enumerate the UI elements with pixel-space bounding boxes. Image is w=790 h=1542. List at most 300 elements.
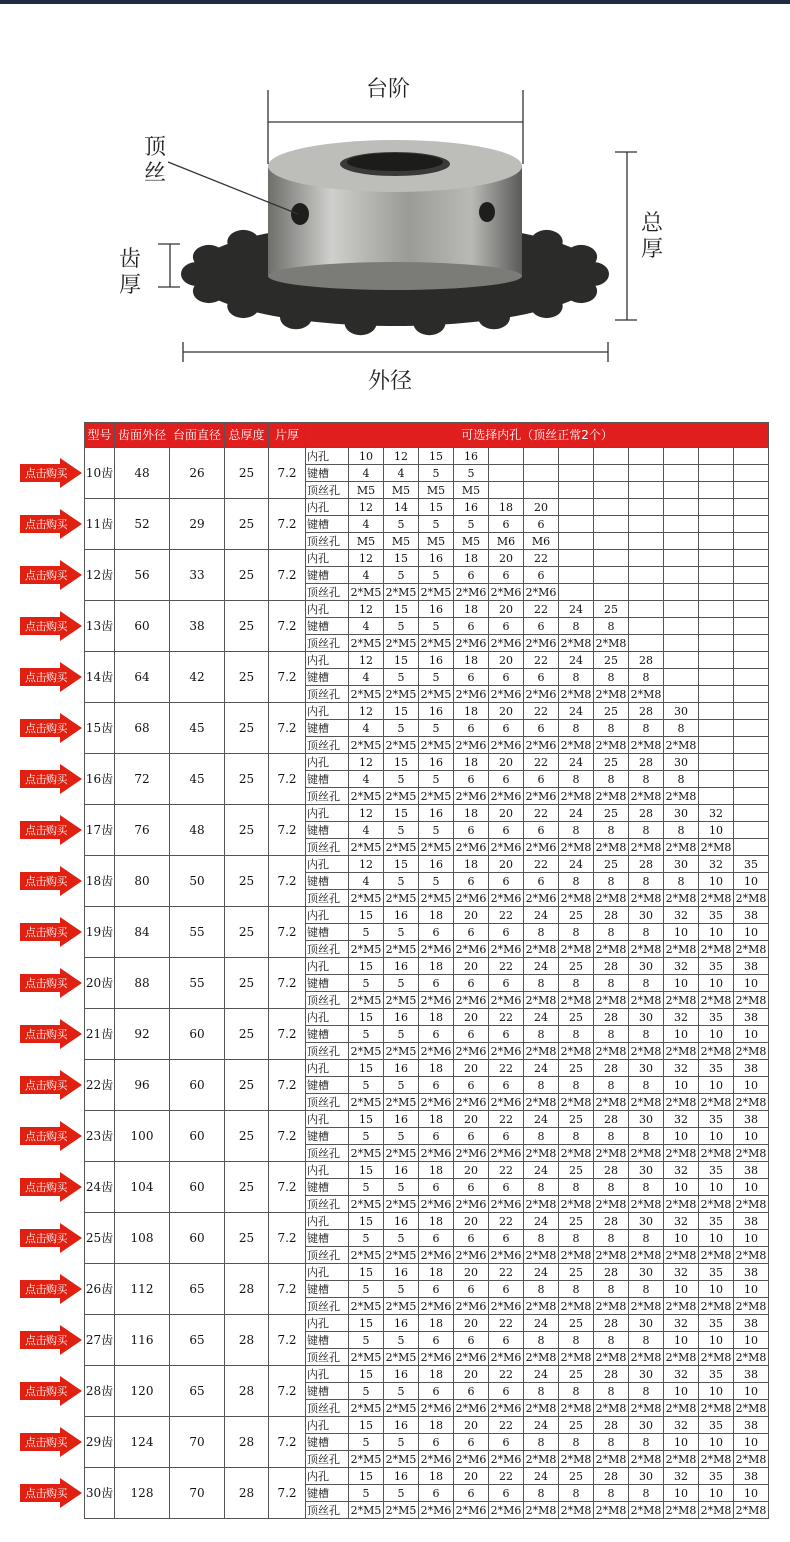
- screw-value-cell: 2*M8: [699, 839, 734, 856]
- bore-value-cell: 22: [524, 601, 559, 618]
- key-value-cell: 6: [524, 873, 559, 890]
- key-value-cell: 8: [629, 771, 664, 788]
- screw-value-cell: 2*M8: [594, 686, 629, 703]
- screw-value-cell: 2*M6: [419, 1094, 454, 1111]
- screw-value-cell: [664, 584, 699, 601]
- bore-value-cell: 15: [349, 1009, 384, 1026]
- key-value-cell: [629, 516, 664, 533]
- tip-diameter-cell: 84: [115, 907, 170, 958]
- table-row: [85, 1111, 769, 1128]
- screw-value-cell: [734, 686, 769, 703]
- key-value-cell: 8: [629, 1026, 664, 1043]
- bore-value-cell: 16: [384, 1468, 419, 1485]
- bore-value-cell: 30: [629, 907, 664, 924]
- key-value-cell: 8: [524, 1434, 559, 1451]
- buy-now-label: 点击购买: [25, 875, 67, 888]
- bore-value-cell: 20: [454, 1111, 489, 1128]
- bore-value-cell: 20: [454, 907, 489, 924]
- screw-value-cell: 2*M6: [524, 839, 559, 856]
- model-cell: 23齿: [85, 1111, 115, 1162]
- screw-value-cell: [734, 839, 769, 856]
- screw-value-cell: 2*M6: [454, 635, 489, 652]
- hub-diameter-cell: 65: [170, 1366, 225, 1417]
- row-kind-label: 顶丝孔: [306, 788, 349, 805]
- buy-now-button[interactable]: [20, 1070, 82, 1100]
- bore-value-cell: [734, 703, 769, 720]
- buy-now-button[interactable]: [20, 713, 82, 743]
- screw-value-cell: 2*M8: [734, 1400, 769, 1417]
- screw-value-cell: 2*M6: [489, 1400, 524, 1417]
- screw-value-cell: 2*M8: [629, 1247, 664, 1264]
- key-value-cell: 10: [734, 1383, 769, 1400]
- bore-value-cell: 18: [419, 1111, 454, 1128]
- key-value-cell: 10: [699, 822, 734, 839]
- screw-value-cell: 2*M5: [349, 1145, 384, 1162]
- row-kind-label: 内孔: [306, 601, 349, 618]
- screw-value-cell: 2*M8: [594, 1349, 629, 1366]
- bore-value-cell: [629, 499, 664, 516]
- screw-value-cell: 2*M5: [349, 1196, 384, 1213]
- key-value-cell: 8: [559, 1281, 594, 1298]
- table-row: [85, 550, 769, 567]
- row-kind-label: 顶丝孔: [306, 839, 349, 856]
- key-value-cell: 10: [699, 873, 734, 890]
- set-screw-label-2: 丝: [143, 161, 167, 186]
- buy-now-button[interactable]: [20, 815, 82, 845]
- buy-now-button[interactable]: [20, 1427, 82, 1457]
- screw-value-cell: M5: [419, 533, 454, 550]
- buy-now-button[interactable]: [20, 1274, 82, 1304]
- model-cell: 27齿: [85, 1315, 115, 1366]
- buy-now-button[interactable]: [20, 662, 82, 692]
- key-value-cell: 5: [349, 1383, 384, 1400]
- key-value-cell: 5: [419, 771, 454, 788]
- table-row: [85, 1060, 769, 1077]
- buy-now-label: 点击购买: [25, 569, 67, 582]
- screw-value-cell: 2*M5: [349, 839, 384, 856]
- row-kind-label: 内孔: [306, 1315, 349, 1332]
- bore-value-cell: 25: [594, 703, 629, 720]
- table-row: [85, 1366, 769, 1383]
- sprocket-tooth: [531, 230, 563, 254]
- tip-diameter-cell: 76: [115, 805, 170, 856]
- screw-value-cell: [559, 533, 594, 550]
- key-value-cell: 6: [489, 1485, 524, 1502]
- sprocket-tooth: [280, 305, 312, 329]
- key-value-cell: 8: [629, 1332, 664, 1349]
- bore-value-cell: 16: [384, 1264, 419, 1281]
- total-thickness-cell: 25: [225, 856, 269, 907]
- screw-value-cell: 2*M8: [699, 1502, 734, 1519]
- bore-value-cell: 14: [384, 499, 419, 516]
- bore-value-cell: 18: [419, 1009, 454, 1026]
- screw-value-cell: 2*M8: [664, 1349, 699, 1366]
- key-value-cell: 8: [559, 1485, 594, 1502]
- bore-value-cell: 15: [419, 499, 454, 516]
- screw-value-cell: 2*M5: [419, 584, 454, 601]
- bore-value-cell: 20: [454, 1162, 489, 1179]
- screw-value-cell: [664, 482, 699, 499]
- screw-value-cell: [699, 482, 734, 499]
- bore-value-cell: 30: [664, 754, 699, 771]
- buy-now-label: 点击购买: [25, 824, 67, 837]
- bore-value-cell: 18: [489, 499, 524, 516]
- key-value-cell: 5: [419, 720, 454, 737]
- bore-value-cell: 22: [489, 1417, 524, 1434]
- buy-now-button[interactable]: [20, 866, 82, 896]
- screw-value-cell: 2*M6: [454, 1196, 489, 1213]
- screw-value-cell: M5: [419, 482, 454, 499]
- screw-value-cell: 2*M8: [664, 788, 699, 805]
- bore-value-cell: 16: [419, 805, 454, 822]
- key-value-cell: 10: [699, 975, 734, 992]
- key-value-cell: 10: [734, 1485, 769, 1502]
- key-value-cell: 6: [489, 1281, 524, 1298]
- tip-diameter-cell: 100: [115, 1111, 170, 1162]
- bore-value-cell: 22: [524, 703, 559, 720]
- key-value-cell: 10: [699, 1128, 734, 1145]
- row-kind-label: 顶丝孔: [306, 1094, 349, 1111]
- total-thickness-cell: 25: [225, 958, 269, 1009]
- screw-value-cell: 2*M5: [384, 1502, 419, 1519]
- row-kind-label: 内孔: [306, 1366, 349, 1383]
- key-value-cell: [734, 771, 769, 788]
- key-value-cell: [664, 618, 699, 635]
- row-kind-label: 顶丝孔: [306, 992, 349, 1009]
- screw-value-cell: 2*M8: [559, 1247, 594, 1264]
- buy-now-button[interactable]: [20, 764, 82, 794]
- key-value-cell: 10: [664, 1179, 699, 1196]
- hub-diameter-cell: 70: [170, 1468, 225, 1519]
- screw-value-cell: 2*M6: [489, 1145, 524, 1162]
- row-kind-label: 顶丝孔: [306, 584, 349, 601]
- screw-value-cell: 2*M5: [349, 1400, 384, 1417]
- screw-value-cell: [734, 635, 769, 652]
- screw-value-cell: 2*M6: [489, 1349, 524, 1366]
- screw-value-cell: 2*M6: [419, 941, 454, 958]
- screw-value-cell: 2*M6: [454, 788, 489, 805]
- screw-value-cell: 2*M8: [524, 1451, 559, 1468]
- buy-now-button[interactable]: [20, 458, 82, 488]
- tip-diameter-cell: 124: [115, 1417, 170, 1468]
- key-value-cell: [699, 465, 734, 482]
- key-value-cell: 10: [664, 1281, 699, 1298]
- bore-value-cell: 38: [734, 1417, 769, 1434]
- buy-now-label: 点击购买: [25, 620, 67, 633]
- bore-value-cell: 38: [734, 1468, 769, 1485]
- key-value-cell: 10: [664, 1230, 699, 1247]
- hub-diameter-cell: 70: [170, 1417, 225, 1468]
- bore-value-cell: 38: [734, 1315, 769, 1332]
- bore-value-cell: 22: [489, 1468, 524, 1485]
- bore-value-cell: 32: [664, 1264, 699, 1281]
- hub-diameter-cell: 60: [170, 1162, 225, 1213]
- screw-value-cell: [734, 584, 769, 601]
- buy-now-button[interactable]: [20, 1019, 82, 1049]
- bore-value-cell: 16: [419, 703, 454, 720]
- tip-diameter-cell: 80: [115, 856, 170, 907]
- screw-value-cell: 2*M8: [559, 890, 594, 907]
- set-screw-label-1: 顶: [143, 135, 167, 160]
- row-kind-label: 内孔: [306, 703, 349, 720]
- screw-value-cell: [594, 533, 629, 550]
- screw-value-cell: [699, 584, 734, 601]
- bore-value-cell: 22: [524, 550, 559, 567]
- hub-diameter-cell: 29: [170, 499, 225, 550]
- key-value-cell: 10: [734, 873, 769, 890]
- bore-value-cell: 25: [559, 1213, 594, 1230]
- bore-value-cell: 18: [419, 958, 454, 975]
- key-value-cell: 8: [524, 1026, 559, 1043]
- buy-now-button[interactable]: [20, 509, 82, 539]
- screw-value-cell: 2*M6: [454, 1451, 489, 1468]
- key-value-cell: 6: [454, 975, 489, 992]
- screw-value-cell: M5: [384, 533, 419, 550]
- spec-table-wrapper: [84, 422, 768, 1519]
- screw-value-cell: 2*M5: [349, 737, 384, 754]
- key-value-cell: 5: [384, 771, 419, 788]
- bore-value-cell: 25: [559, 1162, 594, 1179]
- bore-value-cell: 18: [419, 1366, 454, 1383]
- screw-value-cell: 2*M5: [384, 1247, 419, 1264]
- bore-value-cell: [664, 499, 699, 516]
- buy-now-button[interactable]: [20, 968, 82, 998]
- total-thickness-cell: 25: [225, 1060, 269, 1111]
- key-value-cell: 6: [524, 720, 559, 737]
- table-row: [85, 754, 769, 771]
- key-value-cell: 8: [559, 1434, 594, 1451]
- hub-diameter-cell: 60: [170, 1009, 225, 1060]
- bore-value-cell: 28: [629, 754, 664, 771]
- bore-value-cell: [699, 550, 734, 567]
- bore-value-cell: 16: [384, 1366, 419, 1383]
- bore-value-cell: 32: [664, 1060, 699, 1077]
- bore-value-cell: 15: [384, 550, 419, 567]
- buy-now-label: 点击购买: [25, 1232, 67, 1245]
- bore-value-cell: 18: [454, 856, 489, 873]
- sprocket-diagram: [0, 4, 790, 414]
- screw-value-cell: 2*M6: [454, 1043, 489, 1060]
- bore-value-cell: 20: [489, 754, 524, 771]
- bore-value-cell: 25: [594, 754, 629, 771]
- screw-value-cell: 2*M8: [594, 1043, 629, 1060]
- table-row: [85, 601, 769, 618]
- buy-now-button[interactable]: [20, 1376, 82, 1406]
- total-thickness-cell: 28: [225, 1468, 269, 1519]
- screw-value-cell: 2*M8: [524, 1400, 559, 1417]
- screw-value-cell: 2*M5: [419, 788, 454, 805]
- hub-diameter-cell: 55: [170, 907, 225, 958]
- total-thickness-label-2: 厚: [640, 237, 664, 262]
- buy-now-button[interactable]: [20, 917, 82, 947]
- row-kind-label: 键槽: [306, 1332, 349, 1349]
- bore-value-cell: 32: [664, 1468, 699, 1485]
- screw-value-cell: 2*M6: [419, 1349, 454, 1366]
- screw-value-cell: 2*M6: [419, 1196, 454, 1213]
- screw-value-cell: 2*M5: [384, 941, 419, 958]
- bore-value-cell: 16: [419, 550, 454, 567]
- table-row: [85, 499, 769, 516]
- tip-diameter-cell: 128: [115, 1468, 170, 1519]
- hub-diameter-cell: 45: [170, 754, 225, 805]
- model-cell: 26齿: [85, 1264, 115, 1315]
- screw-value-cell: 2*M5: [349, 1451, 384, 1468]
- screw-value-cell: [699, 635, 734, 652]
- model-cell: 13齿: [85, 601, 115, 652]
- key-value-cell: 8: [524, 1179, 559, 1196]
- bore-value-cell: 16: [384, 1111, 419, 1128]
- row-kind-label: 内孔: [306, 1264, 349, 1281]
- model-cell: 18齿: [85, 856, 115, 907]
- screw-value-cell: 2*M8: [664, 1451, 699, 1468]
- bore-value-cell: 20: [454, 1264, 489, 1281]
- key-value-cell: 10: [664, 1383, 699, 1400]
- bore-value-cell: 35: [699, 1009, 734, 1026]
- screw-value-cell: 2*M5: [419, 686, 454, 703]
- bore-value-cell: 38: [734, 958, 769, 975]
- bore-value-cell: 24: [524, 958, 559, 975]
- screw-value-cell: 2*M8: [594, 1502, 629, 1519]
- buy-now-button[interactable]: [20, 1172, 82, 1202]
- total-thickness-cell: 25: [225, 652, 269, 703]
- key-value-cell: [559, 567, 594, 584]
- bore-value-cell: 38: [734, 1264, 769, 1281]
- key-value-cell: 5: [349, 1230, 384, 1247]
- key-value-cell: 5: [384, 873, 419, 890]
- screw-value-cell: 2*M6: [419, 1451, 454, 1468]
- key-value-cell: 5: [419, 618, 454, 635]
- screw-value-cell: 2*M8: [699, 941, 734, 958]
- bore-value-cell: 28: [594, 958, 629, 975]
- table-row: [85, 856, 769, 873]
- screw-value-cell: [664, 533, 699, 550]
- screw-value-cell: 2*M8: [734, 941, 769, 958]
- buy-now-button[interactable]: [20, 1223, 82, 1253]
- buy-now-button[interactable]: [20, 1325, 82, 1355]
- bore-value-cell: 30: [629, 1213, 664, 1230]
- bore-value-cell: 24: [524, 1009, 559, 1026]
- bore-value-cell: [629, 550, 664, 567]
- key-value-cell: 5: [349, 924, 384, 941]
- bore-value-cell: 35: [699, 1060, 734, 1077]
- key-value-cell: 6: [489, 1128, 524, 1145]
- screw-value-cell: 2*M5: [349, 1502, 384, 1519]
- bore-value-cell: 18: [454, 805, 489, 822]
- screw-value-cell: 2*M5: [349, 992, 384, 1009]
- key-value-cell: 5: [419, 516, 454, 533]
- bore-value-cell: 22: [489, 907, 524, 924]
- header-plate-thickness: 片厚: [269, 423, 306, 448]
- screw-value-cell: 2*M6: [489, 890, 524, 907]
- screw-value-cell: 2*M8: [559, 1145, 594, 1162]
- bore-value-cell: 35: [699, 1264, 734, 1281]
- bore-value-cell: 24: [559, 652, 594, 669]
- table-header-row: [85, 423, 769, 448]
- bore-value-cell: 22: [489, 1264, 524, 1281]
- key-value-cell: 4: [349, 618, 384, 635]
- screw-value-cell: [664, 635, 699, 652]
- screw-value-cell: 2*M6: [454, 737, 489, 754]
- bore-value-cell: 35: [699, 1315, 734, 1332]
- screw-value-cell: 2*M8: [559, 1451, 594, 1468]
- screw-value-cell: [559, 482, 594, 499]
- screw-value-cell: 2*M8: [629, 941, 664, 958]
- sprocket-tooth: [345, 311, 377, 335]
- tip-diameter-cell: 108: [115, 1213, 170, 1264]
- bore-value-cell: 28: [594, 1366, 629, 1383]
- row-kind-label: 键槽: [306, 669, 349, 686]
- screw-value-cell: 2*M5: [349, 941, 384, 958]
- buy-now-button[interactable]: [20, 560, 82, 590]
- screw-value-cell: [699, 788, 734, 805]
- bore-value-cell: 18: [419, 1264, 454, 1281]
- model-cell: 21齿: [85, 1009, 115, 1060]
- bore-value-cell: [664, 601, 699, 618]
- screw-value-cell: 2*M8: [629, 992, 664, 1009]
- screw-value-cell: 2*M5: [349, 890, 384, 907]
- total-thickness-label-1: 总: [640, 211, 664, 236]
- screw-value-cell: 2*M5: [349, 1349, 384, 1366]
- bore-value-cell: 32: [699, 805, 734, 822]
- key-value-cell: [664, 669, 699, 686]
- screw-value-cell: 2*M5: [349, 584, 384, 601]
- key-value-cell: [699, 567, 734, 584]
- screw-value-cell: 2*M5: [384, 1196, 419, 1213]
- screw-value-cell: 2*M6: [454, 941, 489, 958]
- total-thickness-cell: 25: [225, 550, 269, 601]
- screw-value-cell: [629, 635, 664, 652]
- screw-value-cell: 2*M6: [419, 1247, 454, 1264]
- key-value-cell: [734, 465, 769, 482]
- bore-value-cell: 20: [454, 1060, 489, 1077]
- key-value-cell: 5: [419, 567, 454, 584]
- bore-value-cell: 20: [489, 601, 524, 618]
- key-value-cell: [734, 669, 769, 686]
- buy-now-button[interactable]: [20, 611, 82, 641]
- key-value-cell: 8: [629, 873, 664, 890]
- screw-value-cell: 2*M5: [349, 1094, 384, 1111]
- bore-value-cell: 25: [559, 1060, 594, 1077]
- key-value-cell: 6: [419, 1179, 454, 1196]
- screw-value-cell: 2*M8: [524, 1349, 559, 1366]
- bore-value-cell: [594, 550, 629, 567]
- screw-value-cell: 2*M6: [419, 1400, 454, 1417]
- bore-value-cell: 12: [349, 652, 384, 669]
- key-value-cell: 4: [349, 567, 384, 584]
- bore-value-cell: 24: [559, 805, 594, 822]
- screw-value-cell: 2*M8: [629, 839, 664, 856]
- bore-value-cell: 30: [629, 1417, 664, 1434]
- row-kind-label: 顶丝孔: [306, 1502, 349, 1519]
- bore-value-cell: 15: [384, 754, 419, 771]
- row-kind-label: 内孔: [306, 1468, 349, 1485]
- screw-value-cell: 2*M8: [734, 1451, 769, 1468]
- screw-value-cell: 2*M5: [384, 1094, 419, 1111]
- buy-now-label: 点击购买: [25, 1385, 67, 1398]
- bore-value-cell: 22: [524, 805, 559, 822]
- bore-value-cell: 30: [629, 958, 664, 975]
- buy-now-label: 点击购买: [25, 1334, 67, 1347]
- tip-diameter-cell: 68: [115, 703, 170, 754]
- key-value-cell: 4: [349, 465, 384, 482]
- hub-diameter-cell: 45: [170, 703, 225, 754]
- key-value-cell: 10: [664, 1485, 699, 1502]
- buy-now-button[interactable]: [20, 1478, 82, 1508]
- buy-now-button[interactable]: [20, 1121, 82, 1151]
- plate-thickness-cell: 7.2: [269, 703, 306, 754]
- sprocket-tooth: [565, 279, 597, 303]
- screw-value-cell: 2*M8: [699, 1349, 734, 1366]
